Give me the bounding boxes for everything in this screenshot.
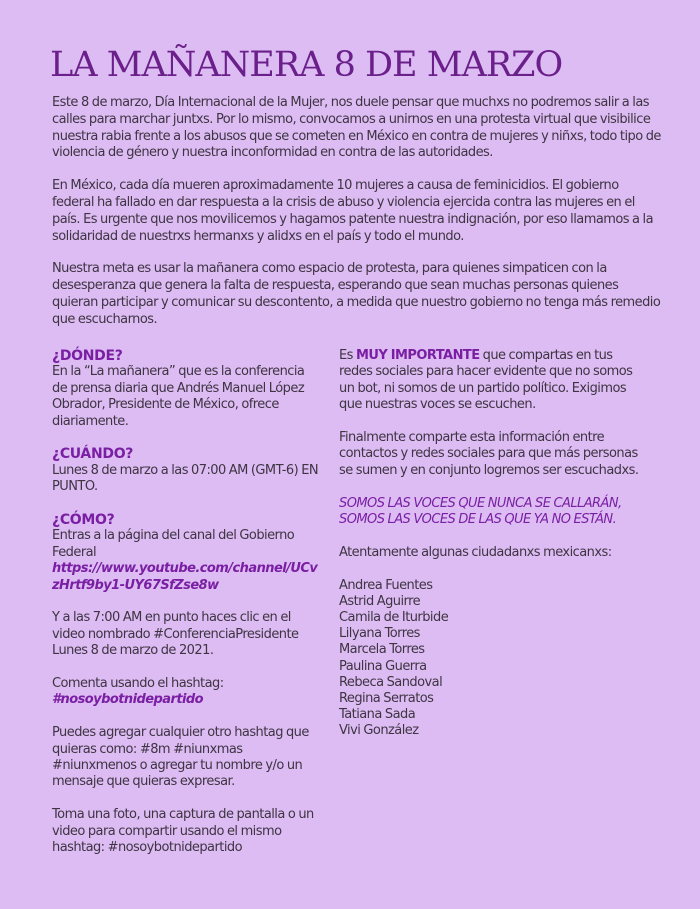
donde-heading: ¿DÓNDE? bbox=[52, 348, 123, 364]
important-pre: Es bbox=[339, 348, 356, 363]
important-block bbox=[339, 348, 639, 414]
signatory-name: Marcela Torres bbox=[339, 642, 425, 658]
intro-paragraph-1: Este 8 de marzo, Día Internacional de la Mujer, nos duele pensar que muchxs no podremos salir a las calles para marchar juntxs. Por lo mismo, convocamos a unirnos en una protesta virtual que visibilice nuestra rabia frente a los abusos que se cometen en México en contra de mujeres y niñxs, todo tipo de violencia de género y nuestra inconformidad en contra de las autoridades. bbox=[52, 95, 661, 161]
cuando-heading: ¿CUÁNDO? bbox=[52, 446, 134, 463]
donde-text: En la “La mañanera” que es la conferencia de prensa diaria que Andrés Manuel López Obrador, Presidente de México, ofrece diariamente. bbox=[52, 364, 305, 429]
other-hashtags-text: Puedes agregar cualquier otro hashtag que quieras como: #8m #niunxmas #niunxmenos o agregar tu nombre y/o un mensaje que quieras expresar. bbox=[52, 725, 309, 790]
signatory-name: Astrid Aguirre bbox=[339, 593, 421, 609]
signatory-name: Camila de Iturbide bbox=[339, 610, 449, 626]
photo-text: Toma una foto, una captura de pantalla o un video para compartir usando el mismo hashtag: #nosoybotnidepartido bbox=[52, 807, 314, 856]
left-column bbox=[52, 348, 322, 873]
como-block bbox=[52, 528, 322, 594]
como-text: Entras a la página del canal del Gobierno Federal bbox=[52, 528, 295, 560]
comment-block bbox=[52, 676, 322, 709]
click-instructions: Y a las 7:00 AM en punto haces clic en el video nombrado #ConferenciaPresidente Lunes 8 de marzo de 2021. bbox=[52, 610, 299, 659]
slogan: SOMOS LAS VOCES QUE NUNCA SE CALLARÁN, SOMOS LAS VOCES DE LAS QUE YA NO ESTÁN. bbox=[339, 495, 622, 528]
hashtag-label: #nosoybotnidepartido bbox=[52, 692, 204, 708]
important-post: que compartas en tus redes sociales para hacer evidente que no somos un bot, ni somos de un partido político. Exigimos que nuestras voces se escuchen. bbox=[339, 348, 633, 413]
intro-section bbox=[52, 95, 662, 345]
page-title: LA MAÑANERA 8 DE MARZO bbox=[50, 45, 563, 85]
right-column bbox=[339, 348, 639, 740]
youtube-channel-link[interactable]: https://www.youtube.com/channel/UCvzHrtf9by1-UY67SfZse8w bbox=[52, 561, 318, 593]
como-heading: ¿CÓMO? bbox=[52, 512, 115, 529]
signatory-name: Rebeca Sandoval bbox=[339, 674, 443, 690]
important-emphasis: MUY IMPORTANTE bbox=[355, 348, 480, 363]
signatory-name: Andrea Fuentes bbox=[339, 577, 433, 593]
intro-paragraph-3: Nuestra meta es usar la mañanera como espacio de protesta, para quienes simpaticen con la desesperanza que genera la falta de respuesta, esperando que sean muchas personas quienes quieran participar y comunicar su descontento, a medida que nuestro gobierno no tenga más remedio que escucharnos. bbox=[52, 261, 661, 327]
signatory-name: Lilyana Torres bbox=[339, 626, 420, 642]
signatory-name: Regina Serratos bbox=[339, 691, 434, 707]
intro-paragraph-2: En México, cada día mueren aproximadamente 10 mujeres a causa de feminicidios. El gobierno federal ha fallado en dar respuesta a la crisis de abuso y violencia ejercida contra las mujeres en el país. Es urgente que nos movilicemos y hagamos patente nuestra indignación, por eso llamamos a la solidaridad de nuestrxs hermanxs y alidxs en el país y todo el mundo. bbox=[52, 178, 654, 244]
sign-text: Atentamente algunas ciudadanxs mexicanxs: bbox=[339, 544, 612, 560]
comment-text: Comenta usando el hashtag: bbox=[52, 676, 224, 692]
share-text: Finalmente comparte esta información entre contactos y redes sociales para que más personas se sumen y en conjunto logremos ser escuchadxs. bbox=[339, 430, 639, 478]
signatory-name: Paulina Guerra bbox=[339, 658, 427, 674]
signatories-list bbox=[339, 578, 639, 740]
signatory-name: Vivi González bbox=[339, 723, 419, 739]
signatory-name: Tatiana Sada bbox=[339, 707, 416, 723]
cuando-text: Lunes 8 de marzo a las 07:00 AM (GMT-6) EN PUNTO. bbox=[52, 462, 319, 495]
